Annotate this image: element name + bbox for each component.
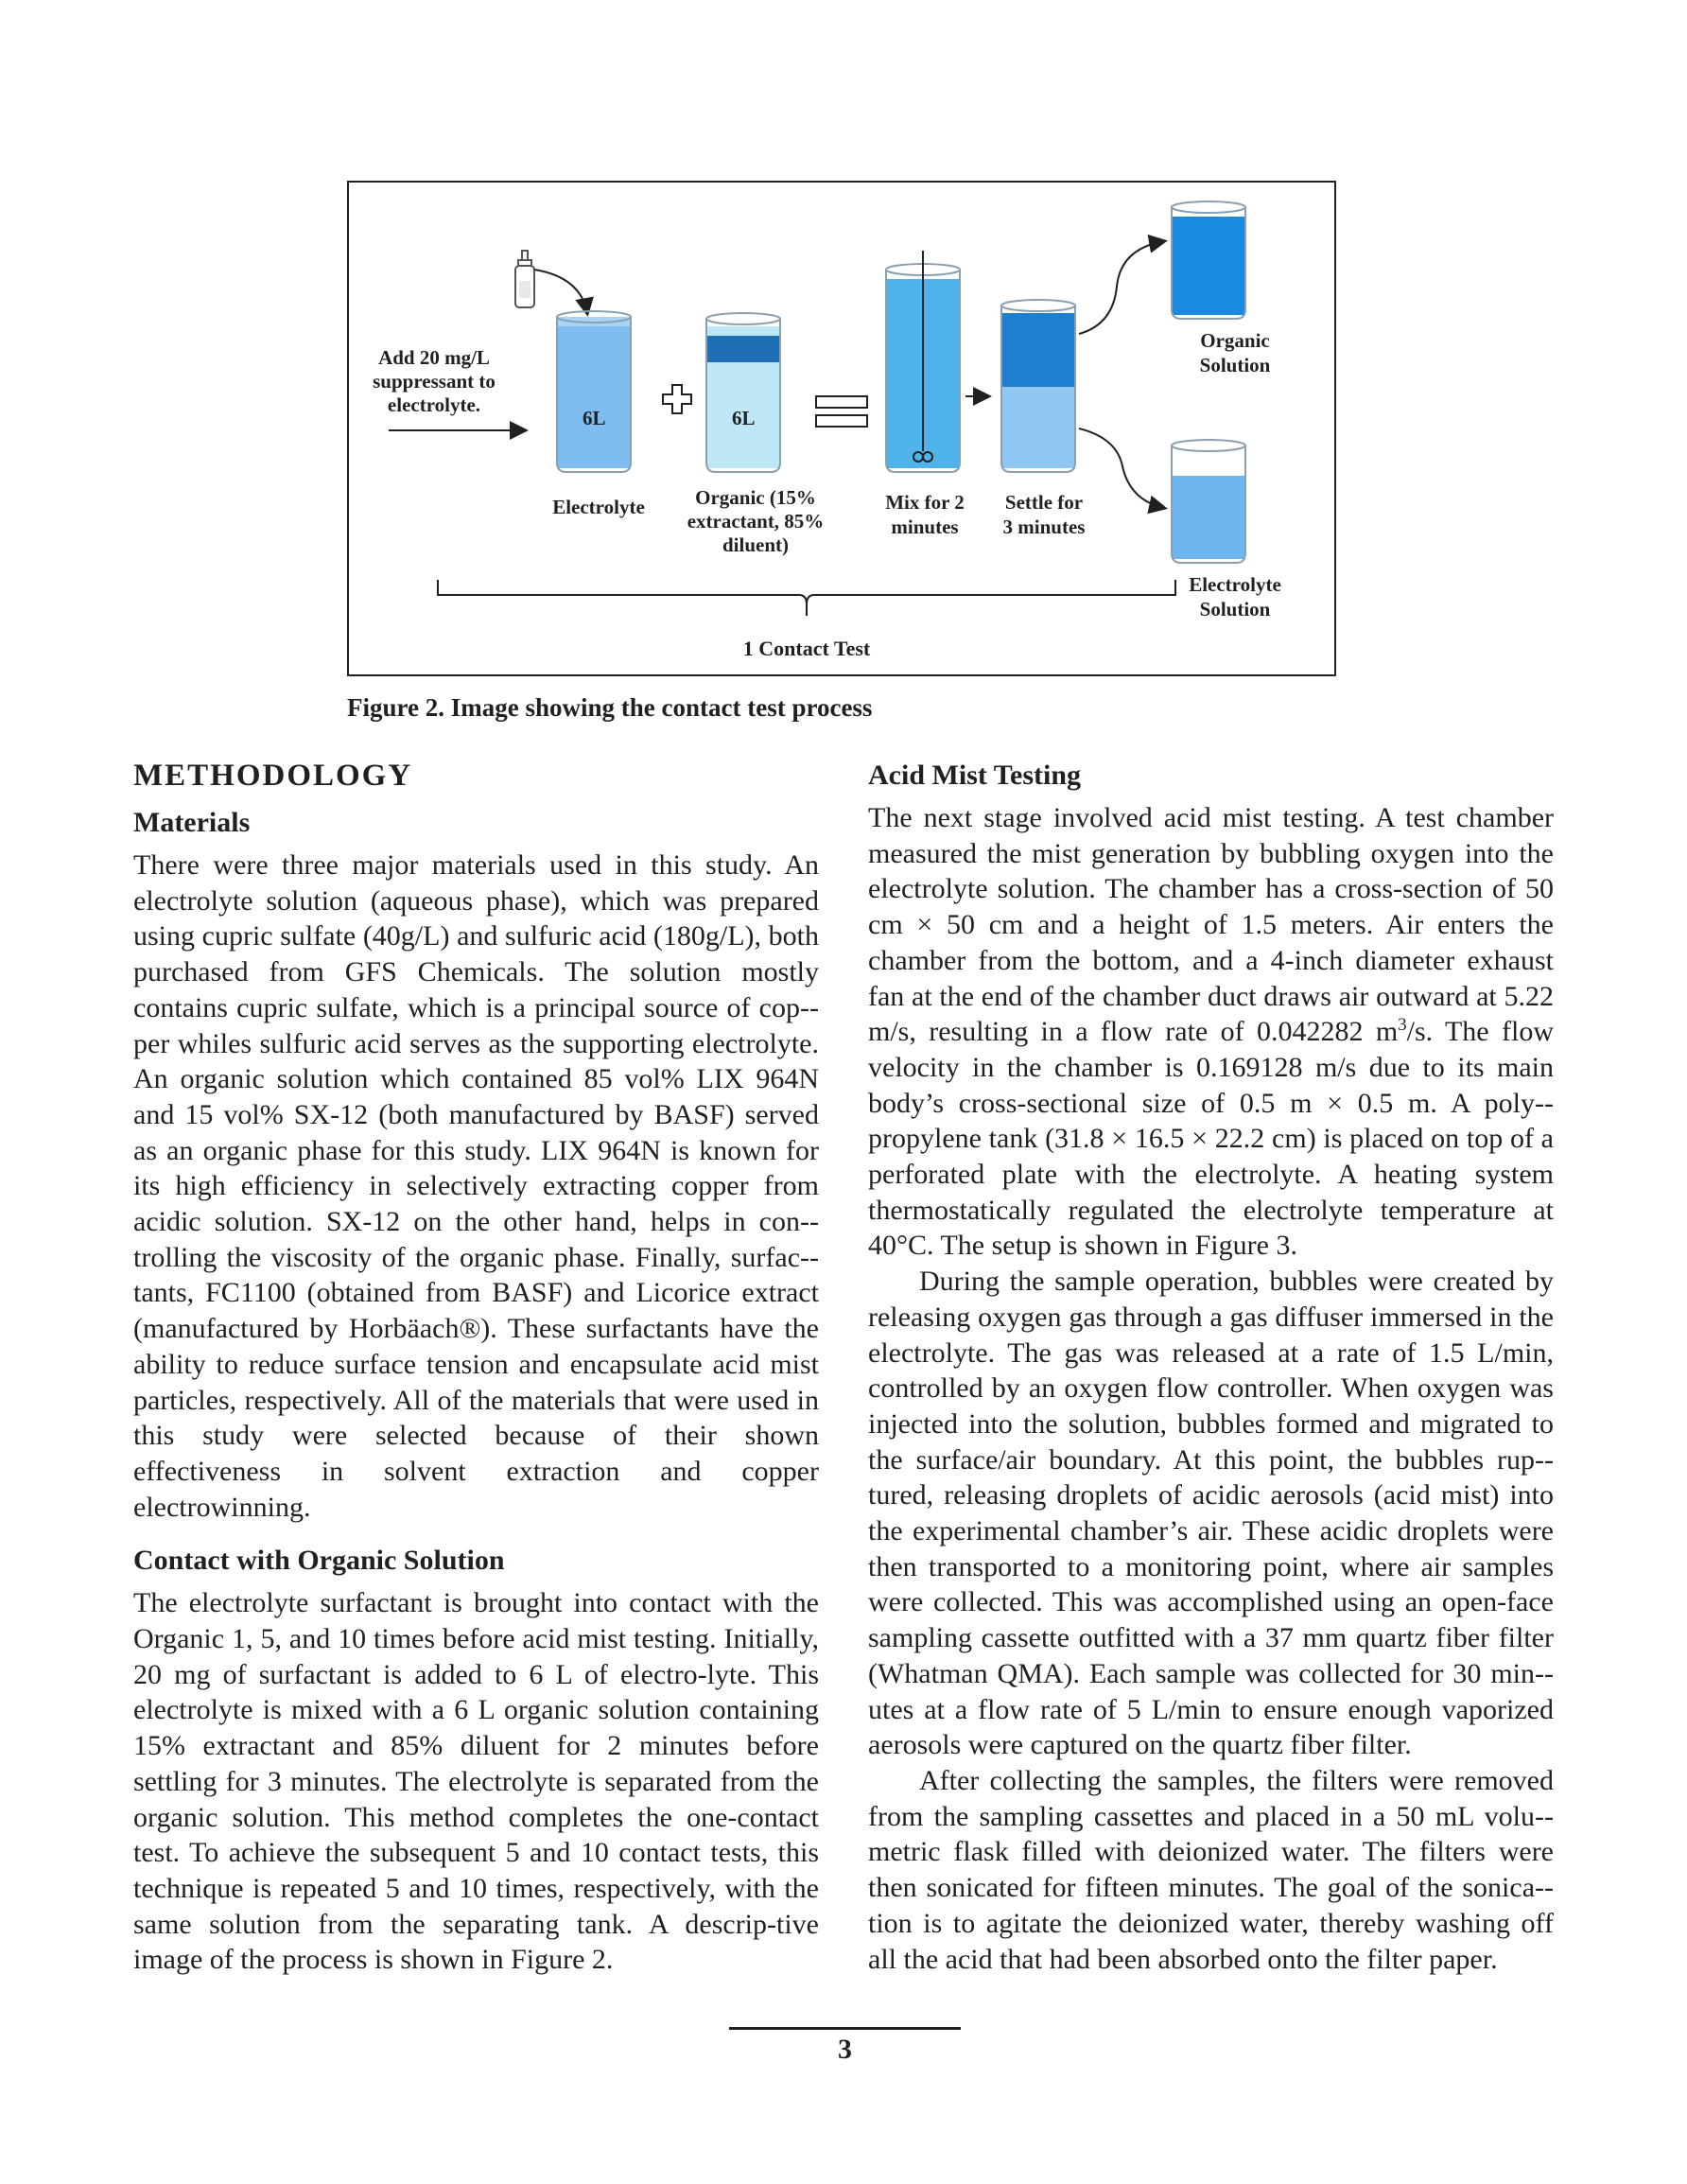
dropper-bottle-icon [515, 251, 534, 307]
right-column [868, 757, 1554, 1977]
mixed-beaker [886, 251, 960, 472]
equals-icon-bottom [816, 415, 867, 427]
materials-heading: Materials [133, 807, 251, 838]
contact-test-label: 1 Contact Test [742, 637, 871, 660]
materials-paragraph: There were three major materials used in this study. An electrolyte solution (aqueous phase), which was prepared using cupric sulfate (40g/L) and sulfuric acid (180g/L), both purchased from GFS Chemicals. The solution mostly contains cupric sulfate, which is a principal source of cop-per whiles sulfuric acid serves as the supporting electrolyte. An organic solution which contained 85 vol% LIX 964N and 15 vol% SX-12 (both manufactured by BASF) served as an organic phase for this study. LIX 964N is known for its high efficiency in selectively extracting copper from acidic solution. SX-12 on the other hand, helps in con-trolling the viscosity of the organic phase. Finally, surfac-tants, FC1100 (obtained from BASF) and Licorice extract (manufactured by Horbäach®). These surfactants have the ability to reduce surface tension and encapsulate acid mist particles, respectively. All of the materials that were used in this study were selected because of their shown effectiveness in solvent extraction and copper electrowinning. [133, 849, 819, 1523]
acid-mist-paragraph-3: After collecting the samples, the filters were removed from the sampling cassettes and placed in a 50 mL volu-metric flask filled with deionized water. The filters were then sonicated for fifteen minutes. The goal of the sonica-tion is to agitate the deionized water, thereby washing off all the acid that had been absorbed onto the filter paper. [868, 1764, 1554, 1975]
settle-label-2: 3 minutes [1002, 515, 1086, 538]
organic-solution-beaker [1172, 201, 1245, 319]
acid-mist-paragraph-2: During the sample operation, bubbles were created by releasing oxygen gas through a gas diffuser immersed in the electrolyte. The gas was released at a rate of 1.5 L/min, controlled by an oxygen flow controller. When oxygen was injected into the solution, bubbles formed and migrated to the surface/air boundary. At this point, the bubbles rup-tured, releasing droplets of acidic aerosols (acid mist) into the experimental chamber’s air. These acidic droplets were then transported to a monitoring point, where air samples were collected. This was accomplished using an open-face sampling cassette outfitted with a 37 mm quartz fiber filter (Whatman QMA). Each sample was collected for 30 min-utes at a flow rate of 5 L/min to ensure enough vaporized aerosols were captured on the quartz fiber filter. [868, 1266, 1554, 1761]
electrolyte-solution-label-2: Solution [1199, 598, 1271, 620]
para1-text-b: /s. The flow velocity in the chamber is 0.169128 m/s due to its main body’s cross-sectional size of 0.5 m × 0.5 m. A poly-propylene tank (31.8 × 16.5 × 22.2 cm) is placed on top of a perforated plate with the electrolyte. A heating system thermostatically regulated the electrolyte temperature at 40°C. The setup is shown in Figure 3. [868, 1016, 1554, 1262]
settle-label-1: Settle for [1004, 491, 1084, 514]
organic-beaker [706, 313, 780, 472]
acid-mist-paragraph-1 [868, 800, 1554, 1264]
electrolyte-beaker [557, 311, 631, 472]
organic-volume: 6L [732, 407, 756, 429]
mix-label-1: Mix for 2 [885, 491, 965, 514]
contact-paragraph: The electrolyte surfactant is brought into contact with the Organic 1, 5, and 10 times before acid mist testing. Initially, 20 mg of surfactant is added to 6 L of electro-lyte. This electrolyte is mixed with a 6 L organic solution containing 15% extractant and 85% diluent for 2 minutes before settling for 3 minutes. The electrolyte is separated from the organic solution. This method completes the one-contact test. To achieve the subsequent 5 and 10 contact tests, this technique is repeated 5 and 10 times, respectively, with the same solution from the separating tank. A descrip-tive image of the process is shown in Figure 2. [133, 1587, 819, 1976]
footer-rule [729, 2027, 961, 2030]
electrolyte-solution-label-1: Electrolyte [1189, 573, 1281, 596]
para1-superscript: 3 [1398, 1015, 1407, 1036]
organic-label-1: Organic (15% [695, 486, 816, 509]
para1-text-a: The next stage involved acid mist testing. A test chamber measured the mist generation by bubbling oxygen into the electrolyte solution. The chamber has a cross-section of 50 cm × 50 cm and a height of 1.5 meters. Air enters the chamber from the bottom, and a 4-inch diameter exhaust fan at the end of the chamber duct draws air outward at 5.22 m/s, resulting in a flow rate of 0.042282 m [868, 802, 1554, 1048]
contact-test-diagram [349, 183, 1338, 678]
organic-label-2: extractant, 85% [687, 510, 825, 533]
mix-label-2: minutes [891, 515, 959, 538]
figure-2-diagram [347, 181, 1336, 676]
plus-icon [663, 385, 691, 413]
page-number: 3 [838, 2034, 852, 2065]
organic-solution-label-1: Organic [1200, 329, 1270, 352]
electrolyte-volume: 6L [583, 407, 606, 429]
dropper-arrow [534, 270, 587, 313]
organic-solution-label-2: Solution [1199, 354, 1271, 376]
equals-icon-top [816, 396, 867, 408]
electrolyte-label: Electrolyte [552, 496, 645, 518]
electrolyte-solution-beaker [1172, 440, 1245, 563]
figure-caption: Figure 2. Image showing the contact test process [347, 693, 873, 722]
settled-beaker [1001, 300, 1075, 472]
section-title: METHODOLOGY [133, 759, 413, 793]
add-note-line3: electrolyte. [387, 393, 481, 416]
add-note-line1: Add 20 mg/L [378, 346, 490, 369]
to-organic-arrow [1079, 241, 1164, 334]
contact-heading: Contact with Organic Solution [133, 1545, 505, 1577]
to-electrolyte-arrow [1079, 428, 1164, 508]
organic-label-3: diluent) [722, 533, 790, 556]
acid-mist-heading: Acid Mist Testing [868, 760, 1082, 791]
contact-test-brace [438, 580, 1175, 616]
left-column [133, 757, 819, 1978]
add-note-line2: suppressant to [373, 370, 496, 393]
